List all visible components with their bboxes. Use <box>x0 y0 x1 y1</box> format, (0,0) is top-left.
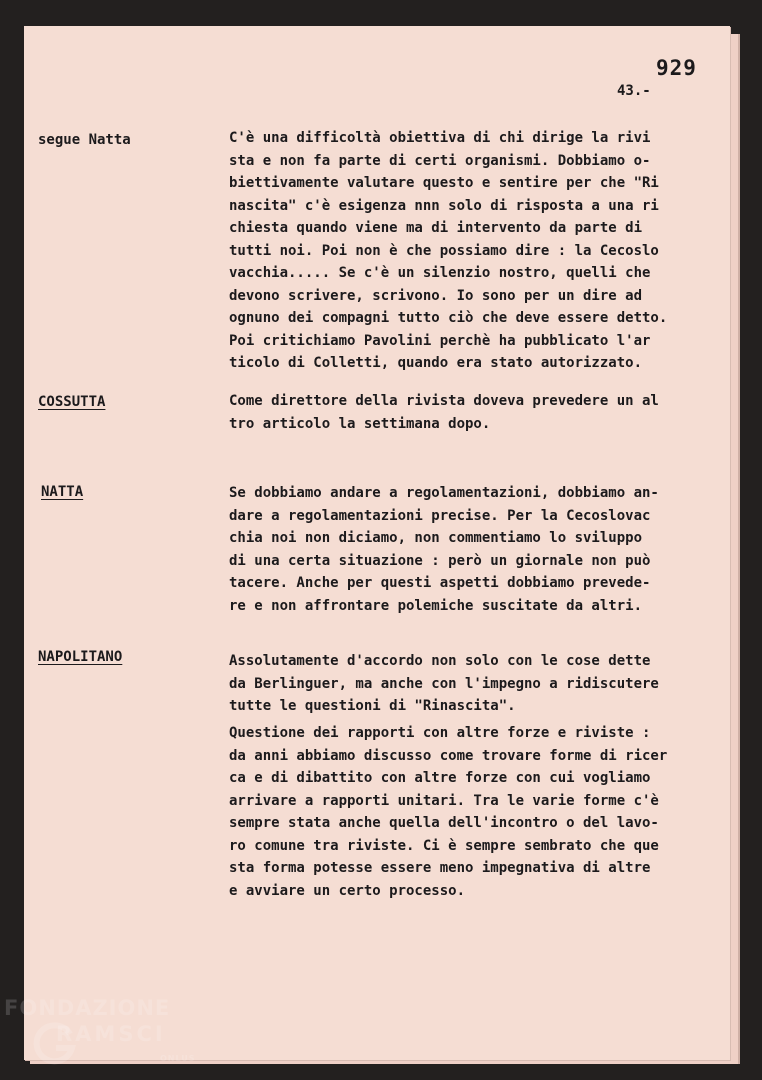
section-number: 43.- <box>617 83 651 99</box>
speech-text-continued: Questione dei rapporti con altre forze e riviste : da anni abbiamo discusso come trovare forme di ricer ca e di dibattito con altre forze con cui vogliamo arrivare a rapporti unitari. Tra le varie forme c'è sempre stata anche quella dell'incontro o del lavo- ro comune tra riviste. Ci è sempre sembrato che que sta forma potesse essere meno impegnativa di altre e avviare un certo processo. <box>229 725 668 899</box>
speaker-name: segue Natta <box>38 132 131 148</box>
speaker-name: NAPOLITANO <box>38 649 123 665</box>
archive-watermark <box>4 992 194 1072</box>
speech-text: C'è una difficoltà obiettiva di chi dirige la rivi sta e non fa parte di certi organismi. Dobbiamo o- biettivamente valutare questo e sentire per che "Ri nascita" c'è esigenza nnn solo di risposta a una ri chiesta quando viene ma di intervento da parte di tutti noi. Poi non è che possiamo dire : la Cecoslo vacchia..... Se c'è un silenzio nostro, quelli che devono scrivere, scrivono. Io sono per un dire ad ognuno dei compagni tutto ciò che deve essere detto. Poi critichiamo Pavolini perchè ha pubblicato l'ar ticolo di Colletti, quando era stato autorizzato. <box>229 130 668 371</box>
speaker-name: NATTA <box>41 484 84 500</box>
speech-text: Assolutamente d'accordo non solo con le cose dette da Berlinguer, ma anche con l'impegno a ridiscutere tutte le questioni di "Rinascita". <box>229 653 659 714</box>
speaker-label <box>41 482 211 503</box>
watermark-line1: FONDAZIONE <box>4 996 171 1020</box>
speech-text: Come direttore della rivista doveva prevedere un al tro articolo la settimana dopo. <box>229 393 659 432</box>
document-page <box>24 26 730 1060</box>
watermark-line2: RAMSCI <box>56 1022 166 1046</box>
speaker-label <box>38 130 208 151</box>
speaker-name: COSSUTTA <box>38 394 106 410</box>
speaker-label <box>38 647 208 668</box>
watermark-line3: ONLUS <box>160 1054 196 1063</box>
speaker-label <box>38 392 208 413</box>
speech-text: Se dobbiamo andare a regolamentazioni, dobbiamo an- dare a regolamentazioni precise. Per la Cecoslovac chia noi non diciamo, non commentiamo lo sviluppo di una certa situazione : però un giornale non può tacere. Anche per questi aspetti dobbiamo prevede- re e non affrontare polemiche suscitate da altri. <box>229 485 659 614</box>
page-number: 929 <box>656 56 697 80</box>
